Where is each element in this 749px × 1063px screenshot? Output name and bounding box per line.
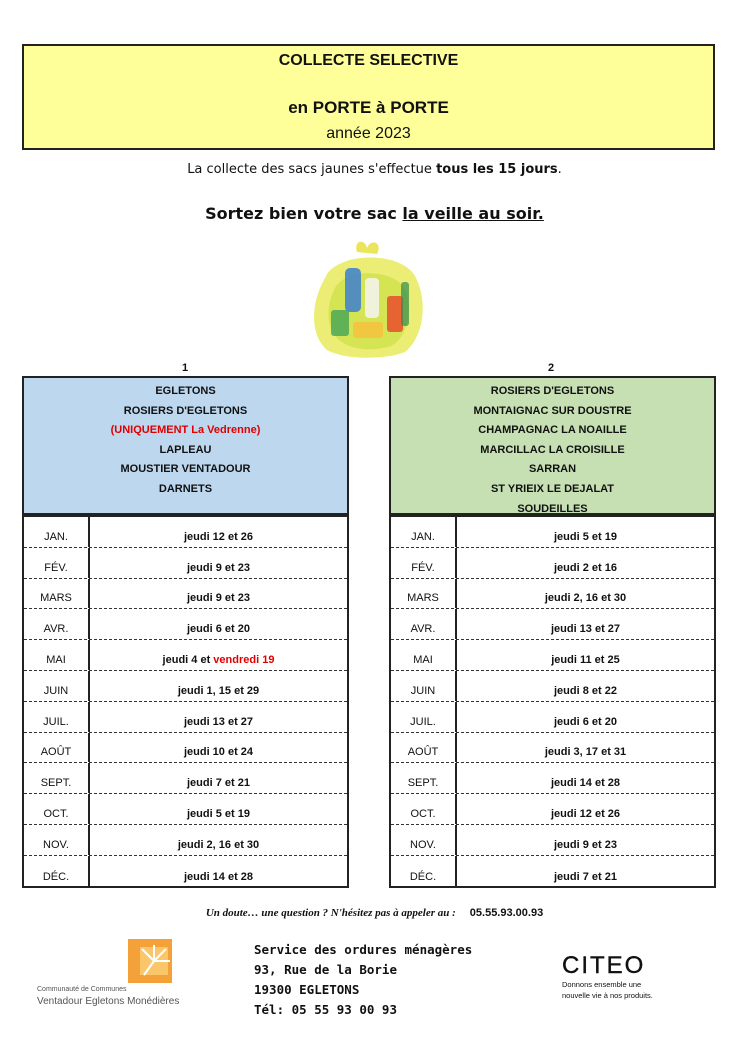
intro-text-end: . <box>557 162 562 177</box>
schedule-row <box>391 794 714 825</box>
commune: DARNETS <box>158 482 213 495</box>
schedule-dates: jeudi 9 et 23 <box>554 838 617 851</box>
schedule-row <box>24 702 347 733</box>
schedule-month-cell <box>24 609 90 639</box>
commune: SARRAN <box>528 463 577 476</box>
schedule-dates-cell <box>457 777 714 793</box>
schedule-dates: jeudi 7 et 21 <box>554 870 617 883</box>
cc-small-label: Communauté de Communes <box>37 986 127 993</box>
schedule-month-cell <box>391 825 457 855</box>
schedule-month: MARS <box>40 592 72 605</box>
schedule-month: MARS <box>407 592 439 605</box>
schedule-dates-cell <box>457 592 714 608</box>
schedule-dates-cell <box>457 531 714 547</box>
schedule-month: AOÛT <box>407 746 439 759</box>
schedule-dates-cell <box>457 839 714 855</box>
schedule-month: JUIL. <box>43 715 69 728</box>
service-line: 93, Rue de la Borie <box>254 962 397 977</box>
schedule-month-cell <box>391 733 457 763</box>
zone-1-communes <box>22 376 349 515</box>
schedule-dates-cell <box>90 839 347 855</box>
schedule-dates-cell <box>457 871 714 887</box>
schedule-dates-cell <box>90 592 347 608</box>
sortez-text-start: Sortez bien votre sac <box>205 204 403 223</box>
schedule-row <box>391 671 714 702</box>
schedule-dates: jeudi 1, 15 et 29 <box>177 684 260 697</box>
footer-question-text: Un doute… une question ? N'hésitez pas à appeler au : <box>205 907 456 919</box>
schedule-month-cell <box>391 640 457 670</box>
schedule-month-cell <box>391 609 457 639</box>
schedule-month: FÉV. <box>44 561 68 574</box>
schedule-row <box>24 579 347 610</box>
schedule-month-cell <box>24 763 90 793</box>
schedule-month-cell <box>24 671 90 701</box>
schedule-dates-cell <box>90 777 347 793</box>
schedule-dates: jeudi 2, 16 et 30 <box>544 592 627 605</box>
title-line-1: COLLECTE SELECTIVE <box>278 52 459 69</box>
citeo-tagline-2: nouvelle vie à nos produits. <box>562 991 653 1000</box>
schedule-dates: jeudi 8 et 22 <box>554 684 617 697</box>
schedule-row <box>391 702 714 733</box>
schedule-dates: jeudi 9 et 23 <box>187 592 250 605</box>
schedule-month-cell <box>24 548 90 578</box>
schedule-dates: jeudi 3, 17 et 31 <box>544 746 627 759</box>
schedule-row <box>24 548 347 579</box>
schedule-dates-cell <box>457 808 714 824</box>
schedule-month-cell <box>391 763 457 793</box>
zone-2-communes <box>389 376 716 515</box>
sortez-text <box>0 204 749 223</box>
schedule-dates: jeudi 12 et 26 <box>550 807 621 820</box>
commune: LAPLEAU <box>159 443 212 456</box>
schedule-row <box>24 763 347 794</box>
cc-name: Ventadour Egletons Monédières <box>37 996 180 1007</box>
schedule-row <box>391 579 714 610</box>
schedule-dates-cell <box>457 746 714 762</box>
schedule-month-cell <box>391 856 457 887</box>
schedule-month: JUIN <box>410 684 436 697</box>
yellow-recycling-bag-image <box>305 238 430 360</box>
title-box <box>22 44 715 150</box>
schedule-month: DÉC. <box>409 870 437 883</box>
schedule-dates-cell <box>90 716 347 732</box>
schedule-month: FÉV. <box>411 561 435 574</box>
schedule-dates-cell <box>457 654 714 670</box>
schedule-month: DÉC. <box>42 870 70 883</box>
schedule-dates: jeudi 13 et 27 <box>183 715 254 728</box>
schedule-month: JUIN <box>43 684 69 697</box>
schedule-dates: jeudi 2 et 16 <box>554 561 617 574</box>
schedule-dates-cell <box>457 716 714 732</box>
schedule-month: NOV. <box>410 838 436 851</box>
schedule-dates-cell <box>90 654 347 670</box>
schedule-row <box>391 609 714 640</box>
schedule-dates-cell <box>90 623 347 639</box>
service-line: Tél: 05 55 93 00 93 <box>254 1002 397 1017</box>
schedule-row <box>24 517 347 548</box>
schedule-dates: jeudi 2, 16 et 30 <box>177 838 260 851</box>
schedule-row <box>24 609 347 640</box>
title-line-2: en PORTE à PORTE <box>288 98 449 117</box>
schedule-month: MAI <box>46 653 66 666</box>
schedule-dates: jeudi 4 et <box>162 653 214 666</box>
schedule-row <box>24 671 347 702</box>
schedule-dates: jeudi 14 et 28 <box>183 870 254 883</box>
intro-text-bold: tous les 15 jours <box>436 162 558 177</box>
zone-2-number: 2 <box>548 362 555 374</box>
schedule-row <box>24 856 347 887</box>
schedule-month: JAN. <box>411 530 435 543</box>
commune: ST YRIEIX LE DEJALAT <box>490 482 615 495</box>
commune: EGLETONS <box>155 385 216 397</box>
schedule-row <box>24 794 347 825</box>
schedule-dates-cell <box>90 531 347 547</box>
schedule-month: AVR. <box>43 623 69 636</box>
schedule-row <box>391 548 714 579</box>
commune: MONTAIGNAC SUR DOUSTRE <box>473 404 632 417</box>
schedule-dates: jeudi 10 et 24 <box>183 746 254 759</box>
schedule-dates-cell <box>90 871 347 887</box>
footer-phone: 05.55.93.00.93 <box>469 907 544 919</box>
commune: MOUSTIER VENTADOUR <box>120 463 251 476</box>
schedule-dates: jeudi 5 et 19 <box>554 530 617 543</box>
schedule-dates: jeudi 6 et 20 <box>187 623 250 636</box>
schedule-month: OCT. <box>410 807 436 820</box>
citeo-logo <box>562 954 653 1000</box>
schedule-row <box>391 763 714 794</box>
schedule-month-cell <box>391 517 457 547</box>
citeo-logo-text: CITEO <box>562 952 646 979</box>
schedule-month: JAN. <box>44 530 68 543</box>
commune-note: (UNIQUEMENT La Vedrenne) <box>110 424 261 437</box>
service-line: Service des ordures ménagères <box>254 942 473 957</box>
schedule-month: SEPT. <box>40 777 72 790</box>
schedule-dates: jeudi 12 et 26 <box>183 530 254 543</box>
schedule-dates: jeudi 11 et 25 <box>551 653 620 666</box>
schedule-month: JUIL. <box>410 715 436 728</box>
service-line: 19300 EGLETONS <box>254 982 360 997</box>
schedule-row <box>391 733 714 764</box>
schedule-dates: jeudi 13 et 27 <box>550 623 621 636</box>
schedule-month-cell <box>391 671 457 701</box>
schedule-dates-changed: vendredi 19 <box>213 653 275 666</box>
schedule-row <box>24 640 347 671</box>
schedule-dates-cell <box>457 562 714 578</box>
commune: ROSIERS D'EGLETONS <box>123 404 248 417</box>
schedule-month: NOV. <box>43 838 69 851</box>
commune: MARCILLAC LA CROISILLE <box>480 443 625 456</box>
schedule-month-cell <box>24 517 90 547</box>
schedule-dates: jeudi 14 et 28 <box>550 777 621 790</box>
commune: ROSIERS D'EGLETONS <box>490 385 615 397</box>
commune: SOUDEILLES <box>517 502 588 515</box>
service-address <box>254 940 472 1020</box>
schedule-month: AVR. <box>410 623 436 636</box>
schedule-row <box>24 825 347 856</box>
schedule-dates-cell <box>90 746 347 762</box>
commune: CHAMPAGNAC LA NOAILLE <box>478 424 627 437</box>
schedule-month: MAI <box>413 653 433 666</box>
zone-2-schedule <box>389 515 716 888</box>
sortez-underline: la veille au soir. <box>402 204 544 223</box>
schedule-month-cell <box>24 733 90 763</box>
schedule-month: SEPT. <box>407 777 439 790</box>
schedule-dates: jeudi 5 et 19 <box>187 807 250 820</box>
schedule-month-cell <box>24 579 90 609</box>
schedule-row <box>391 517 714 548</box>
zone-1-number: 1 <box>182 362 189 374</box>
schedule-month-cell <box>24 702 90 732</box>
intro-text-start: La collecte des sacs jaunes s'effectue <box>187 162 437 177</box>
footer-question <box>0 907 749 919</box>
schedule-month-cell <box>24 825 90 855</box>
intro-text <box>0 162 749 177</box>
schedule-month-cell <box>391 794 457 824</box>
schedule-month-cell <box>24 794 90 824</box>
schedule-month-cell <box>24 640 90 670</box>
title-line-3: année 2023 <box>326 125 411 142</box>
schedule-month: AOÛT <box>40 746 72 759</box>
schedule-row <box>391 640 714 671</box>
schedule-dates: jeudi 9 et 23 <box>187 561 250 574</box>
schedule-month-cell <box>391 579 457 609</box>
zone-1-schedule <box>22 515 349 888</box>
schedule-month: OCT. <box>43 807 69 820</box>
schedule-row <box>24 733 347 764</box>
schedule-row <box>391 825 714 856</box>
schedule-month-cell <box>24 856 90 887</box>
citeo-tagline-1: Donnons ensemble une <box>562 980 642 989</box>
schedule-dates-cell <box>90 685 347 701</box>
schedule-dates: jeudi 7 et 21 <box>187 777 250 790</box>
schedule-dates-cell <box>90 808 347 824</box>
schedule-dates-cell <box>457 623 714 639</box>
schedule-row <box>391 856 714 887</box>
schedule-dates-cell <box>457 685 714 701</box>
schedule-month-cell <box>391 702 457 732</box>
schedule-dates-cell <box>90 562 347 578</box>
schedule-dates: jeudi 6 et 20 <box>554 715 617 728</box>
schedule-month-cell <box>391 548 457 578</box>
